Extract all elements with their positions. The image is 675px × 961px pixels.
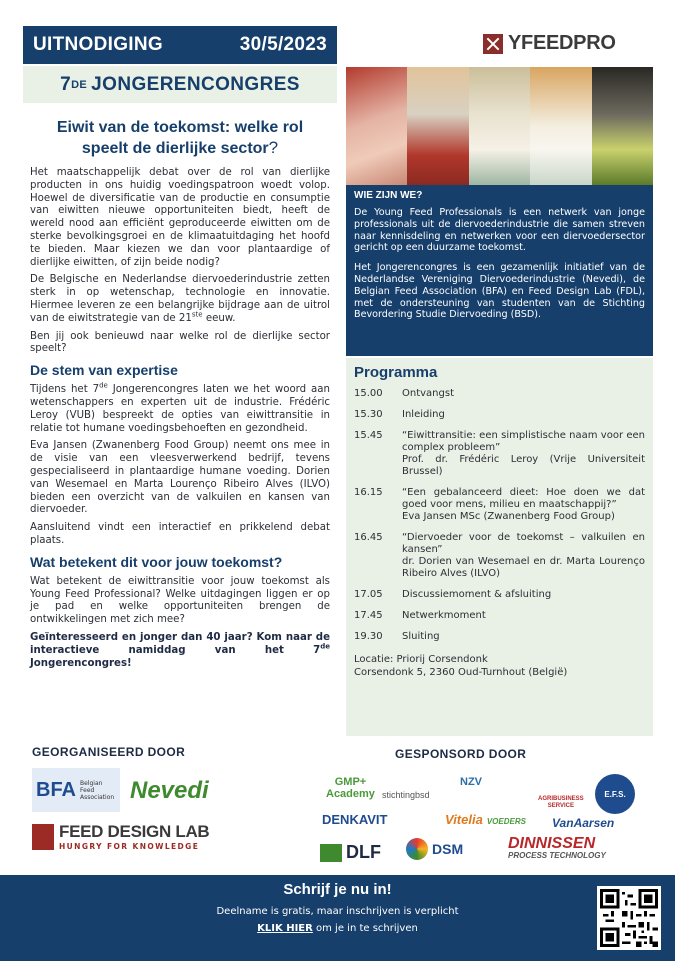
agribusiness-logo xyxy=(538,796,584,810)
fdl-wordmark: FEED DESIGN LAB xyxy=(59,822,210,841)
organised-by-title: GEORGANISEERD DOOR xyxy=(32,745,186,759)
programme-time: 15.00 xyxy=(354,388,383,399)
expertise-rest: Jongerencongres laten we het woord aan wetenschappers en experten uit de industrie. Frédéric Leroy (VUB) bespreekt de opties van eiwittransitie in relatie tot humane voedingsbehoeften en gezondheid. xyxy=(30,384,330,434)
debate-paragraph: Aansluitend vindt een interactief en prikkelend debat plaats. xyxy=(30,522,330,546)
bfa-sub-2: Feed xyxy=(80,786,95,794)
gmp-logo xyxy=(326,776,375,800)
dlf-mark-icon xyxy=(320,844,342,862)
sponsored-by-title: GESPONSORD DOOR xyxy=(395,747,527,761)
efs-logo: E.F.S. xyxy=(595,774,635,814)
bfa-logo xyxy=(32,768,120,812)
programme-desc: Sluiting xyxy=(402,631,440,642)
dsm-mark-icon xyxy=(406,838,428,860)
article-title-line2: speelt de dierlijke sector xyxy=(81,140,269,157)
industry-text: De Belgische en Nederlandse diervoederindustrie zetten sterk in op wetenschap, technologie en innovatie. Hiermee leveren ze een belangrijke bijdrage aan de uitrol van de eiwitstrategie van de 21 xyxy=(30,274,330,324)
programme-row xyxy=(354,589,645,601)
expertise-start: Tijdens het 7 xyxy=(30,384,100,396)
programme-time: 15.30 xyxy=(354,409,383,420)
invite-start: Geïnteresseerd en jonger dan 40 jaar? Kom naar de interactieve namiddag van het 7 xyxy=(30,631,330,656)
programme-desc: Discussiemoment & afsluiting xyxy=(402,589,552,600)
food-photo xyxy=(346,67,653,185)
future-heading: Wat betekent dit voor jouw toekomst? xyxy=(30,553,283,570)
who-paragraph-1: De Young Feed Professionals is een netwerk van jonge professionals uit de diervoederindustrie die samen streven naar kennisdeling en netwerken voor een diervoedersector gericht op een duurzame toekomst. xyxy=(354,207,645,254)
programme-row xyxy=(354,409,645,421)
bsd-logo: stichtingbsd xyxy=(382,790,430,800)
invitation-label: UITNODIGING xyxy=(33,34,163,55)
programme-desc: “Diervoeder voor de toekomst – valkuilen en kansen” xyxy=(402,532,645,555)
bfa-sub-3: Association xyxy=(80,793,115,801)
grains-photo-segment xyxy=(469,67,530,185)
who-title: WIE ZIJN WE? xyxy=(354,190,423,201)
avocado-photo-segment xyxy=(592,67,653,185)
programme-time: 16.45 xyxy=(354,532,383,543)
vitelia-subtitle: VOEDERS xyxy=(486,817,526,826)
dsm-logo xyxy=(406,838,463,860)
fdl-mark-icon xyxy=(32,824,54,850)
programme-desc: “Eiwittransitie: een simplistische naam voor een complex probleem” xyxy=(402,430,645,453)
article-column xyxy=(30,118,330,675)
yfeedpro-mark-icon xyxy=(483,34,503,54)
industry-paragraph xyxy=(30,274,330,325)
nevedi-logo: Nevedi xyxy=(130,777,209,804)
fdl-tagline: HUNGRY FOR KNOWLEDGE xyxy=(59,842,200,851)
programme-desc: “Een gebalanceerd dieet: Hoe doen we dat goed voor mens, milieu en maatschappij?” xyxy=(402,487,645,510)
yfeedpro-logo xyxy=(483,32,616,55)
event-subtitle xyxy=(23,66,337,103)
industry-end: eeuw. xyxy=(202,312,236,324)
dsm-wordmark: DSM xyxy=(432,841,464,857)
location-address: Corsendonk 5, 2360 Oud-Turnhout (België) xyxy=(354,667,568,678)
nzv-logo: NZV xyxy=(460,776,482,788)
event-date: 30/5/2023 xyxy=(239,34,327,55)
invite-paragraph xyxy=(30,632,330,670)
programme-box xyxy=(346,358,653,736)
dinnissen-wordmark: DINNISSEN xyxy=(508,835,596,852)
who-paragraph-2: Het Jongerencongres is een gezamenlijk initiatief van de Nederlandse Vereniging Diervoederindustrie (Nevedi), de Belgian Feed Association (BFA) en Feed Design Lab (FDL), met de ondersteuning van studenten van de Stichting Bevordering Studie Diervoeding (BSD). xyxy=(354,262,645,321)
programme-time: 17.45 xyxy=(354,610,383,621)
vitelia-logo xyxy=(445,812,526,827)
dlf-logo xyxy=(320,842,381,863)
location-name: Locatie: Priorij Corsendonk xyxy=(354,654,488,665)
dairy-photo-segment xyxy=(530,67,591,185)
programme-desc: Netwerkmoment xyxy=(402,610,486,621)
subtitle-number: 7 xyxy=(60,73,72,95)
sponsor-logos xyxy=(320,768,656,868)
programme-row xyxy=(354,610,645,622)
programme-row xyxy=(354,532,645,580)
qr-code-icon xyxy=(600,889,658,947)
agri-subtitle: SERVICE xyxy=(547,803,574,809)
article-title-line1: Eiwit van de toekomst: welke rol xyxy=(56,119,304,136)
signup-after: om je in te schrijven xyxy=(312,923,418,934)
programme-time: 17.05 xyxy=(354,589,383,600)
article-title-question: ? xyxy=(268,138,279,157)
signup-heading: Schrijf je nu in! xyxy=(283,881,392,898)
location xyxy=(354,653,645,679)
who-are-we-box xyxy=(346,185,653,356)
industry-sup: ste xyxy=(191,310,203,319)
vitelia-wordmark: Vitelia xyxy=(445,812,483,827)
beans-photo-segment xyxy=(407,67,468,185)
agri-wordmark: AGRIBUSINESS xyxy=(538,796,584,802)
question-paragraph: Ben jij ook benieuwd naar welke rol de dierlijke sector speelt? xyxy=(30,330,330,355)
invitation-banner xyxy=(23,26,337,64)
programme-row xyxy=(354,430,645,478)
signup-note: Deelname is gratis, maar inschrijven is verplicht xyxy=(216,906,459,917)
signup-link[interactable]: KLIK HIER xyxy=(257,923,313,934)
dinnissen-subtitle: PROCESS TECHNOLOGY xyxy=(508,851,606,860)
article-title xyxy=(30,118,330,159)
signup-line xyxy=(0,923,675,934)
programme-desc: Inleiding xyxy=(402,409,445,420)
invite-sup: de xyxy=(320,642,330,651)
expertise-paragraph xyxy=(30,381,330,435)
signup-footer xyxy=(0,875,675,961)
bfa-wordmark: BFA xyxy=(36,778,76,801)
programme-title: Programma xyxy=(354,364,438,381)
yfeedpro-wordmark: YFEEDPRO xyxy=(508,32,616,54)
expertise-sup: de xyxy=(99,381,108,390)
gmp-subtitle: Academy xyxy=(326,788,375,800)
programme-row xyxy=(354,631,645,643)
programme-time: 15.45 xyxy=(354,430,383,441)
bfa-subtitle xyxy=(80,780,114,801)
programme-speaker: Eva Jansen MSc (Zwanenberg Food Group) xyxy=(402,511,615,522)
meat-photo-segment xyxy=(346,67,407,185)
invite-end: Jongerencongres! xyxy=(30,657,132,669)
intro-paragraph: Het maatschappelijk debat over de rol van dierlijke producten in ons huidig voedingspatroon woedt volop. Hoewel de diversificatie van de productie en consumptie van eiwitten nieuwe opportuniteiten biedt, heeft de wereld nood aan efficiënt geproduceerde eiwitten om de sterke bevolkingsgroei en de klimaatuitdaging het hoofd te bieden. Maar kiezen we dan voor plantaardige of dierlijke eiwitten, of zijn beide nodig? xyxy=(30,167,330,268)
subtitle-sup: DE xyxy=(71,78,88,91)
qr-code[interactable] xyxy=(597,886,661,950)
dinnissen-logo xyxy=(508,835,606,862)
vanaarsen-logo: VanAarsen xyxy=(552,816,615,830)
programme-row xyxy=(354,487,645,523)
programme-row xyxy=(354,388,645,400)
programme-desc: Ontvangst xyxy=(402,388,454,399)
programme-time: 16.15 xyxy=(354,487,383,498)
programme-speaker: Prof. dr. Frédéric Leroy (Vrije Universiteit Brussel) xyxy=(402,454,645,477)
expertise-heading: De stem van expertise xyxy=(30,362,178,379)
gmp-wordmark: GMP+ xyxy=(334,776,367,788)
speakers-paragraph: Eva Jansen (Zwanenberg Food Group) neemt ons mee in de visie van een vleesverwerkend bedrijf, tevens gespecialiseerd in plantaardige humane voeding. Dorien van Wesemael en Marta Lourenço Ribeiro Alves (ILVO) bieden een overzicht van de valkuilen en kansen van diervoeder. xyxy=(30,440,330,516)
dlf-wordmark: DLF xyxy=(346,842,381,862)
programme-time: 19.30 xyxy=(354,631,383,642)
programme-speaker: dr. Dorien van Wesemael en dr. Marta Lourenço Ribeiro Alves (ILVO) xyxy=(402,556,645,579)
bfa-sub-1: Belgian xyxy=(80,779,103,787)
denkavit-logo: DENKAVIT xyxy=(322,812,388,827)
future-paragraph: Wat betekent de eiwittransitie voor jouw toekomst als Young Feed Professional? Welke uitdagingen liggen er op je pad en welke opportuniteiten brengen de ontwikkelingen met zich mee? xyxy=(30,575,330,626)
subtitle-text: JONGERENCONGRES xyxy=(91,73,300,95)
feed-design-lab-logo xyxy=(32,822,209,851)
